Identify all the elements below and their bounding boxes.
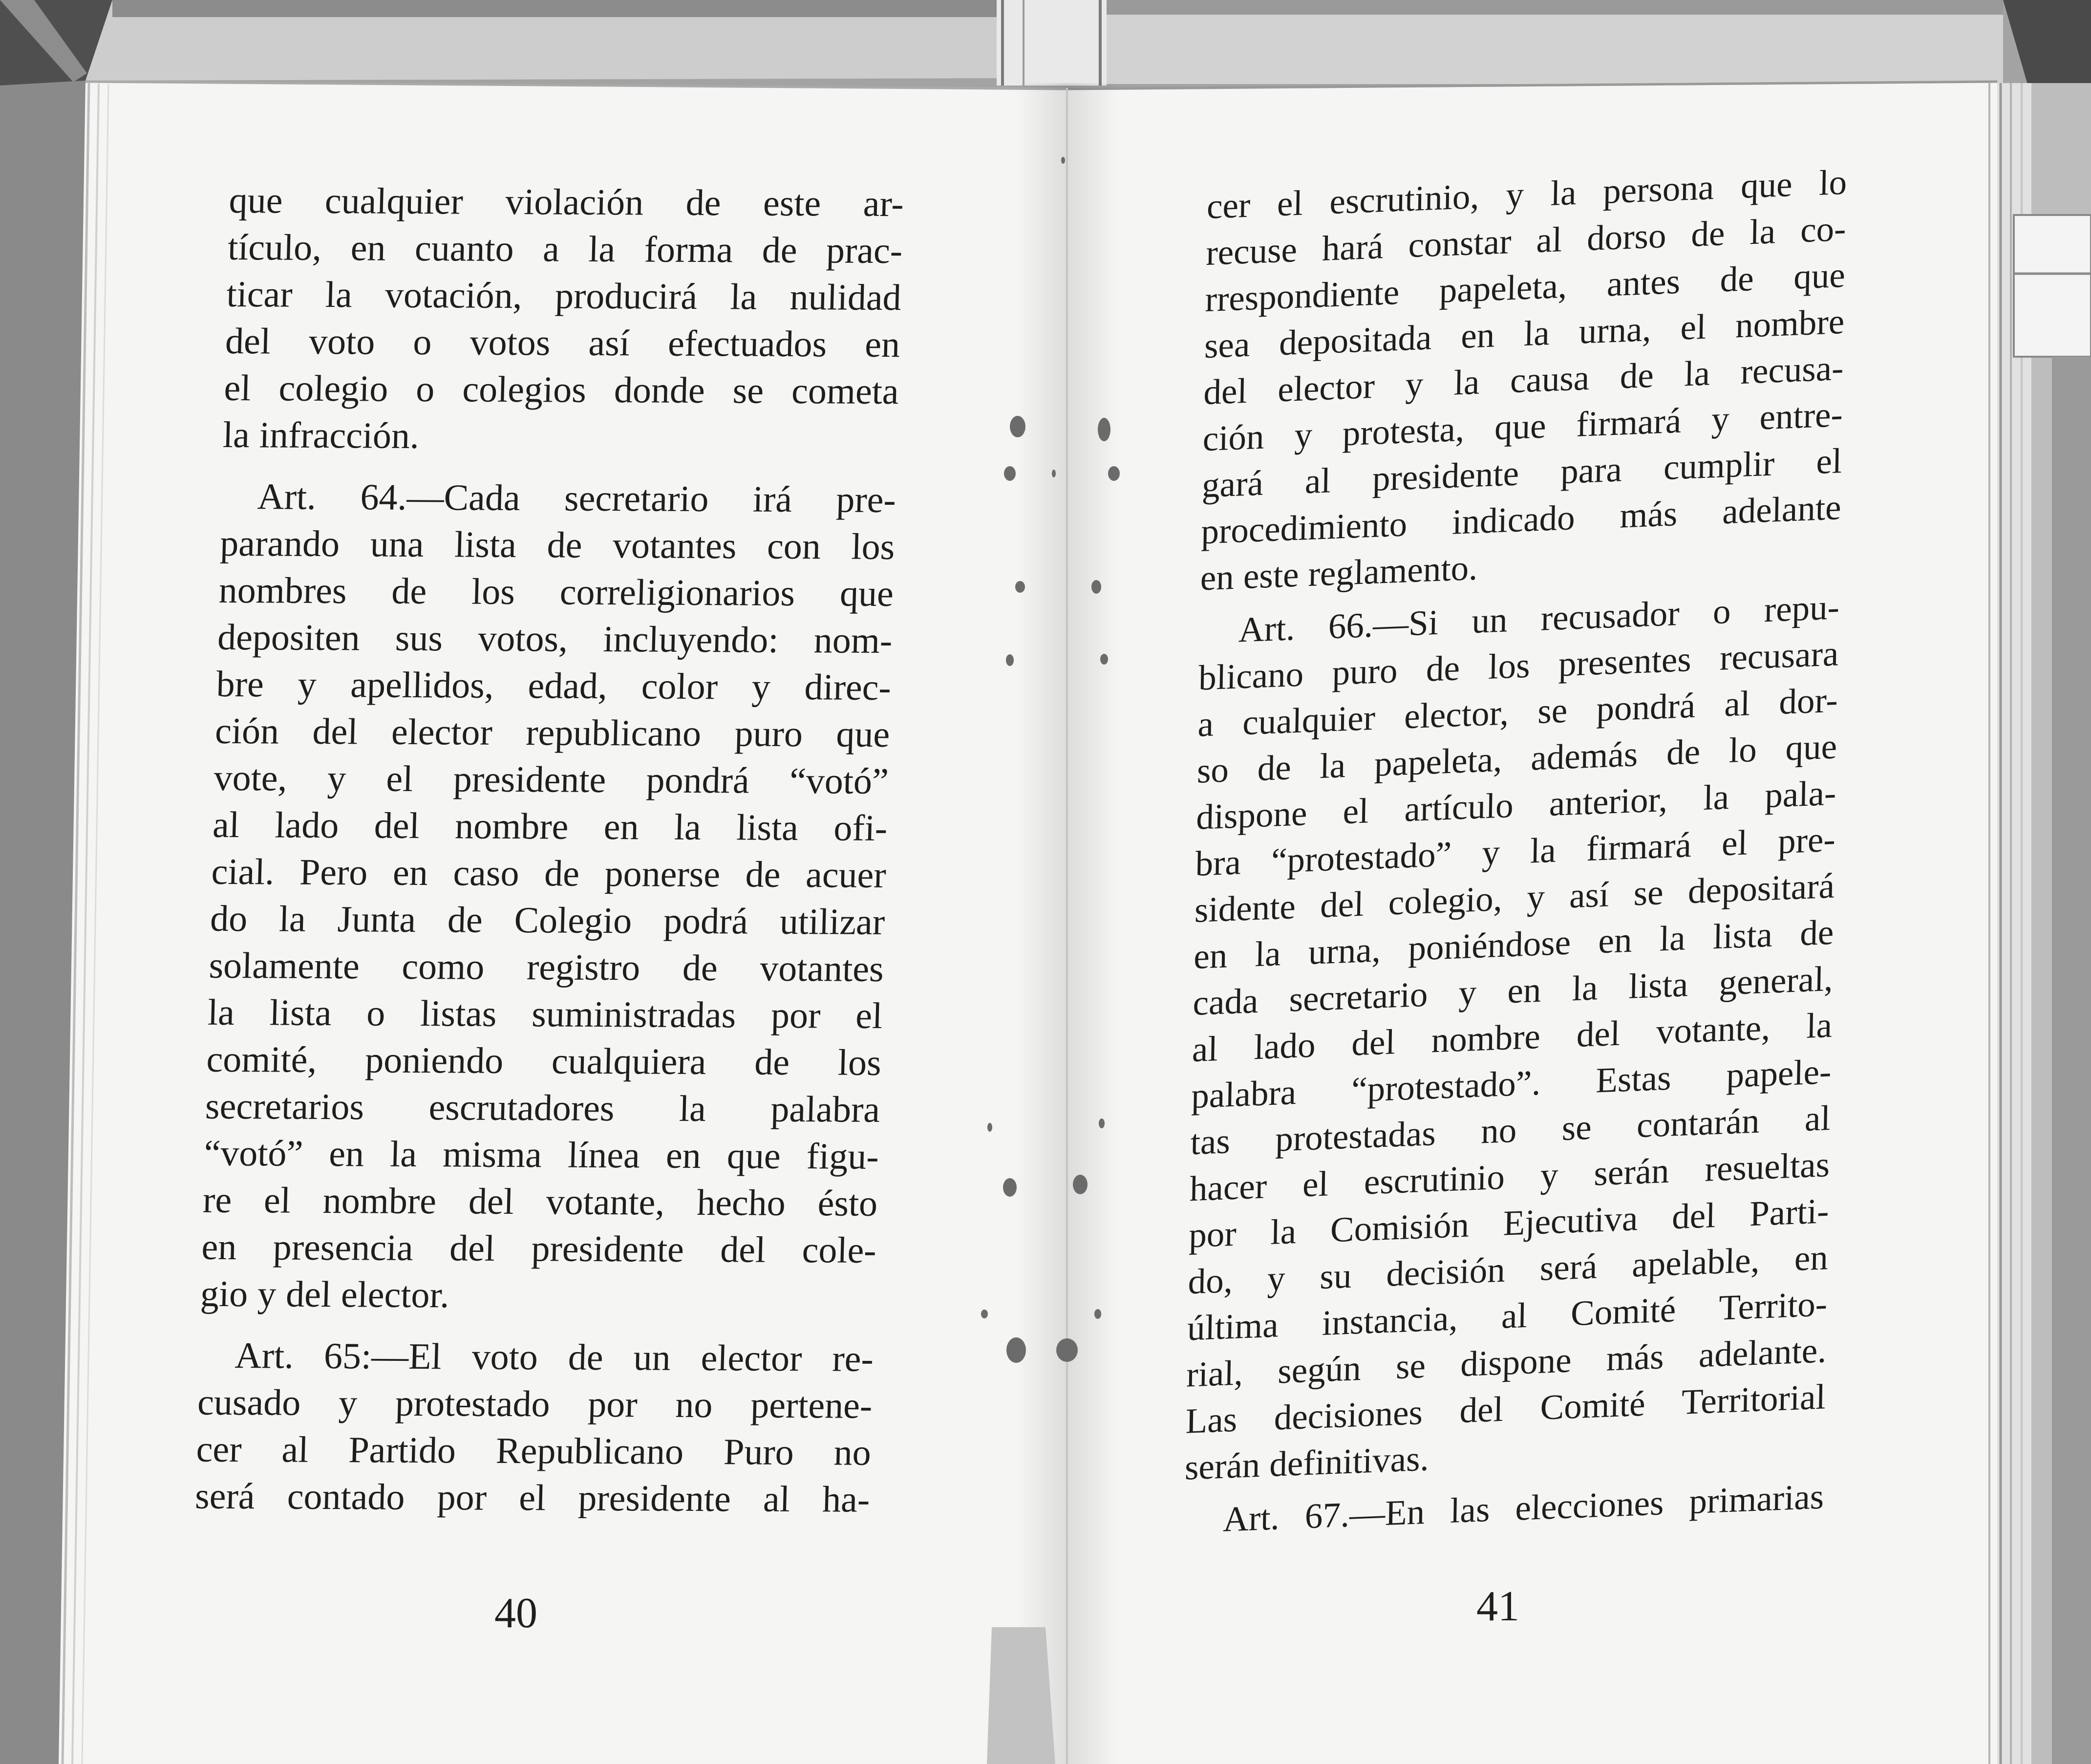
text-line: al lado del nombre del votante, la bbox=[1192, 1005, 1833, 1070]
paragraph-article-65 bbox=[194, 1332, 874, 1523]
text-line: depositen sus votos, incluyendo: nom- bbox=[217, 616, 893, 662]
text-line: tas protestadas no se contarán al bbox=[1190, 1097, 1831, 1162]
text-line: cusado y protestado por no pertene- bbox=[197, 1381, 873, 1426]
text-line: solamente como registro de votantes bbox=[208, 945, 884, 990]
staple-hole-mark bbox=[1061, 157, 1065, 164]
text-line: ticar la votación, producirá la nulidad bbox=[226, 273, 902, 319]
staple-hole-mark bbox=[1094, 1309, 1101, 1319]
paper-slip bbox=[2014, 215, 2091, 357]
text-line: serán definitivas. bbox=[1184, 1438, 1430, 1487]
text-line: do, y su decisión será apelable, en bbox=[1188, 1237, 1829, 1302]
text-line: bra “protestado” y la firmará el pre- bbox=[1195, 819, 1836, 883]
text-line: rial, según se dispone más adelante. bbox=[1186, 1330, 1827, 1395]
text-line: del elector y la causa de la recusa- bbox=[1203, 347, 1844, 412]
cover-right-shadow bbox=[2052, 357, 2091, 1764]
staple-hole-mark bbox=[1006, 654, 1014, 666]
text-line: la lista o listas suministradas por el bbox=[207, 991, 883, 1036]
text-line: cada secretario y en la lista general, bbox=[1193, 958, 1834, 1023]
text-line: en este reglamento. bbox=[1200, 547, 1478, 598]
text-line: cial. Pero en caso de ponerse de acuer bbox=[211, 851, 887, 896]
text-line: “votó” en la misma línea en que figu- bbox=[203, 1132, 879, 1177]
text-line: nombres de los correligionarios que bbox=[218, 569, 894, 615]
text-line: recuse hará constar al dorso de la co- bbox=[1205, 208, 1847, 273]
text-line: última instancia, al Comité Territo- bbox=[1187, 1284, 1828, 1348]
text-line: secretarios escrutadores la palabra bbox=[205, 1085, 881, 1130]
text-line: a cualquier elector, se pondrá al dor- bbox=[1197, 680, 1838, 744]
staple-hole-mark bbox=[1015, 581, 1025, 593]
spine-top bbox=[997, 0, 1107, 86]
staple-hole-mark bbox=[1108, 466, 1120, 481]
spine-bottom bbox=[987, 1627, 1055, 1764]
staple-hole-mark bbox=[1098, 418, 1110, 441]
staple-hole-mark bbox=[1003, 1178, 1017, 1197]
paragraph-continuation bbox=[1200, 159, 1847, 602]
text-line: sidente del colegio, y así se depositará bbox=[1194, 865, 1835, 930]
text-line: será contado por el presidente al ha- bbox=[194, 1475, 871, 1520]
paragraph-continuation bbox=[222, 177, 904, 462]
text-line: cer el escrutinio, y la persona que lo bbox=[1206, 162, 1847, 227]
text-line: por la Comisión Ejecutiva del Parti- bbox=[1188, 1191, 1830, 1255]
text-line: la infracción. bbox=[222, 414, 420, 457]
text-line: cer al Partido Republicano Puro no bbox=[195, 1428, 872, 1473]
text-line: palabra “protestado”. Estas papele- bbox=[1191, 1051, 1832, 1116]
text-line: rrespondiente papeleta, antes de que bbox=[1205, 255, 1846, 320]
text-line: blicano puro de los presentes recusara bbox=[1198, 633, 1839, 698]
staple-hole-mark bbox=[1010, 416, 1025, 437]
text-line: tículo, en cuanto a la forma de prac- bbox=[227, 226, 903, 272]
text-line: ción del elector republicano puro que bbox=[214, 710, 891, 755]
text-line: Art. 67.—En las elecciones primarias bbox=[1222, 1476, 1824, 1539]
text-line: en presencia del presidente del cole- bbox=[201, 1226, 877, 1271]
left-page-text bbox=[194, 177, 904, 1523]
staple-hole-mark bbox=[1091, 580, 1101, 594]
text-line: Art. 64.—Cada secretario irá pre- bbox=[256, 476, 896, 521]
staple-hole-mark bbox=[1099, 1119, 1105, 1128]
text-line: procedimiento indicado más adelante bbox=[1200, 487, 1842, 552]
text-line: hacer el escrutinio y serán resueltas bbox=[1189, 1144, 1830, 1209]
staple-hole-mark bbox=[981, 1310, 988, 1318]
staple-hole-mark bbox=[1056, 1338, 1078, 1362]
staple-hole-mark bbox=[1052, 470, 1056, 477]
text-line: del voto o votos así efectuados en bbox=[225, 320, 901, 366]
text-line: gio y del elector. bbox=[200, 1273, 450, 1316]
text-line: dispone el artículo anterior, la pala- bbox=[1195, 773, 1837, 837]
paragraph-article-66 bbox=[1184, 583, 1840, 1491]
text-line: Art. 66.—Si un recusador o repu- bbox=[1238, 587, 1840, 650]
text-line: sea depositada en la urna, el nombre bbox=[1204, 301, 1845, 366]
right-page-text bbox=[1183, 159, 1847, 1544]
text-line: comité, poniendo cualquiera de los bbox=[206, 1038, 882, 1083]
text-line: parando una lista de votantes con los bbox=[219, 522, 896, 568]
cover-top-dark-strip bbox=[1107, 0, 2003, 15]
staple-hole-mark bbox=[1004, 466, 1016, 481]
text-line: bre y apellidos, edad, color y direc- bbox=[215, 663, 892, 709]
text-line: Art. 65:—El voto de un elector re- bbox=[234, 1335, 874, 1379]
text-line: ción y protesta, que firmará y entre- bbox=[1202, 394, 1843, 459]
page-number-right: 41 bbox=[1476, 1583, 1519, 1630]
text-line: do la Junta de Colegio podrá utilizar bbox=[210, 898, 886, 943]
staple-hole-mark bbox=[1100, 654, 1108, 665]
staple-hole-mark bbox=[1073, 1175, 1088, 1194]
text-line: gará al presidente para cumplir el bbox=[1201, 441, 1842, 505]
text-line: so de la papeleta, además de lo que bbox=[1196, 726, 1837, 791]
staple-hole-mark bbox=[1006, 1337, 1026, 1363]
text-line: al lado del nombre en la lista ofi- bbox=[212, 804, 888, 849]
paragraph-article-64 bbox=[200, 473, 896, 1321]
text-line: en la urna, poniéndose en la lista de bbox=[1193, 912, 1835, 977]
text-line: vote, y el presidente pondrá “votó” bbox=[213, 757, 889, 802]
text-line: re el nombre del votante, hecho ésto bbox=[202, 1179, 878, 1224]
staple-hole-mark bbox=[987, 1123, 992, 1132]
page-number-left: 40 bbox=[494, 1590, 537, 1637]
text-line: Las decisiones del Comité Territorial bbox=[1185, 1377, 1826, 1441]
text-line: el colegio o colegios donde se cometa bbox=[223, 367, 899, 412]
text-line: que cualquier violación de este ar- bbox=[228, 179, 904, 225]
cover-top-dark-strip bbox=[112, 0, 997, 17]
